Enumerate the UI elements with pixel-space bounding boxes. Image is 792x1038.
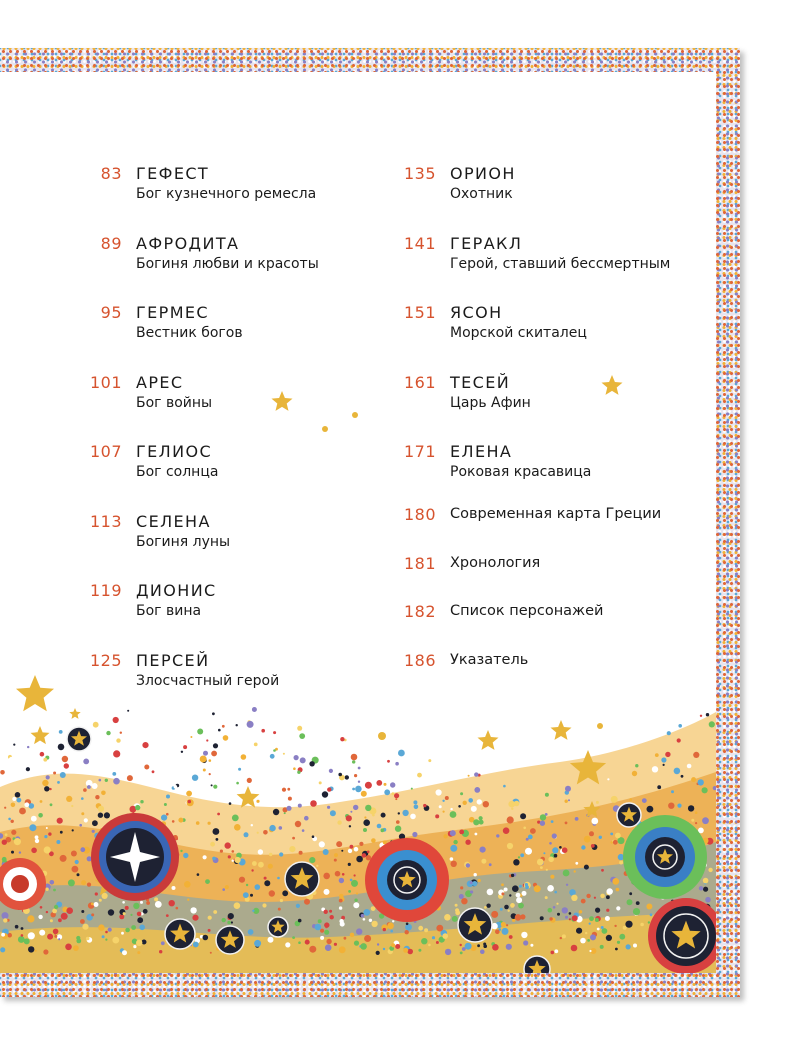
page-number: 135 (403, 164, 436, 183)
entry-subtitle: Герой, ставший бессмертным (450, 255, 671, 272)
page-number: 101 (89, 372, 122, 392)
gold-star-icon (478, 730, 499, 750)
entry-title: ТЕСЕЙ (450, 372, 511, 392)
gold-star-icon (272, 391, 293, 411)
page-number: 161 (403, 372, 436, 392)
ring-medallion (91, 813, 179, 901)
entry-title: СЕЛЕНА (136, 511, 211, 531)
gold-star-icon (602, 375, 623, 395)
entry-subtitle: Роковая красавица (450, 464, 592, 480)
entry-subtitle: Богиня луны (136, 533, 231, 550)
star-disc-icon (394, 867, 420, 893)
gold-star-icon (69, 708, 80, 719)
entry-title: ГЕРАКЛ (450, 233, 523, 253)
gold-star-icon (16, 675, 54, 711)
entry-title: Современная карта Греции (450, 506, 662, 522)
page-number: 119 (89, 581, 122, 600)
page-number: 181 (403, 553, 436, 573)
white-panel (0, 72, 716, 973)
entry-title: ПЕРСЕЙ (136, 650, 210, 670)
page-number: 89 (100, 233, 122, 253)
star-disc-icon (653, 845, 677, 869)
star-disc-icon (165, 919, 195, 949)
page-number: 151 (403, 303, 436, 322)
entry-subtitle: Царь Афин (450, 394, 531, 411)
entry-title: АФРОДИТА (136, 233, 240, 253)
entry-title: Указатель (450, 651, 529, 668)
star-disc-icon (285, 862, 319, 896)
entry-title: АРЕС (136, 372, 184, 392)
page-number: 182 (403, 602, 436, 621)
page-number: 113 (89, 511, 122, 531)
page-number: 171 (403, 442, 436, 461)
toc-page (0, 48, 740, 997)
entry-title: ГЕЛИОС (136, 442, 213, 461)
page-number: 83 (100, 164, 122, 183)
entry-title: ГЕРМЕС (136, 303, 210, 322)
entry-title: ЯСОН (450, 303, 503, 322)
entry-title: ГЕФЕСТ (136, 164, 210, 183)
page-number: 141 (403, 233, 436, 253)
page-number: 107 (89, 442, 122, 461)
entry-title: Хронология (450, 554, 541, 571)
entry-subtitle: Охотник (450, 186, 513, 202)
entry-subtitle: Бог войны (136, 394, 213, 411)
entry-subtitle: Бог солнца (136, 464, 219, 480)
star-disc-icon (67, 727, 91, 751)
star-disc-icon (216, 926, 244, 954)
entry-subtitle: Бог вина (136, 603, 202, 619)
page-number: 180 (403, 505, 436, 524)
entry-subtitle: Морской скиталец (450, 325, 587, 341)
entry-subtitle: Бог кузнечного ремесла (136, 186, 317, 202)
page-number: 186 (403, 650, 436, 670)
entry-title: ЕЛЕНА (450, 442, 513, 461)
entry-subtitle: Вестник богов (136, 325, 243, 341)
entry-title: ОРИОН (450, 164, 516, 183)
gold-star-icon (551, 720, 572, 740)
entry-subtitle: Злосчастный герой (136, 672, 280, 689)
star-disc-icon (617, 803, 641, 827)
page-number: 125 (89, 650, 122, 670)
gold-star-icon (237, 786, 260, 808)
entry-subtitle: Богиня любви и красоты (136, 255, 319, 272)
star-disc-icon (458, 908, 492, 942)
page-number: 95 (100, 303, 122, 322)
entry-title: ДИОНИС (136, 581, 217, 600)
star-disc-icon (268, 917, 288, 937)
gold-star-icon (31, 726, 50, 744)
entry-title: Список персонажей (450, 603, 604, 619)
star-disc-icon (664, 914, 708, 958)
